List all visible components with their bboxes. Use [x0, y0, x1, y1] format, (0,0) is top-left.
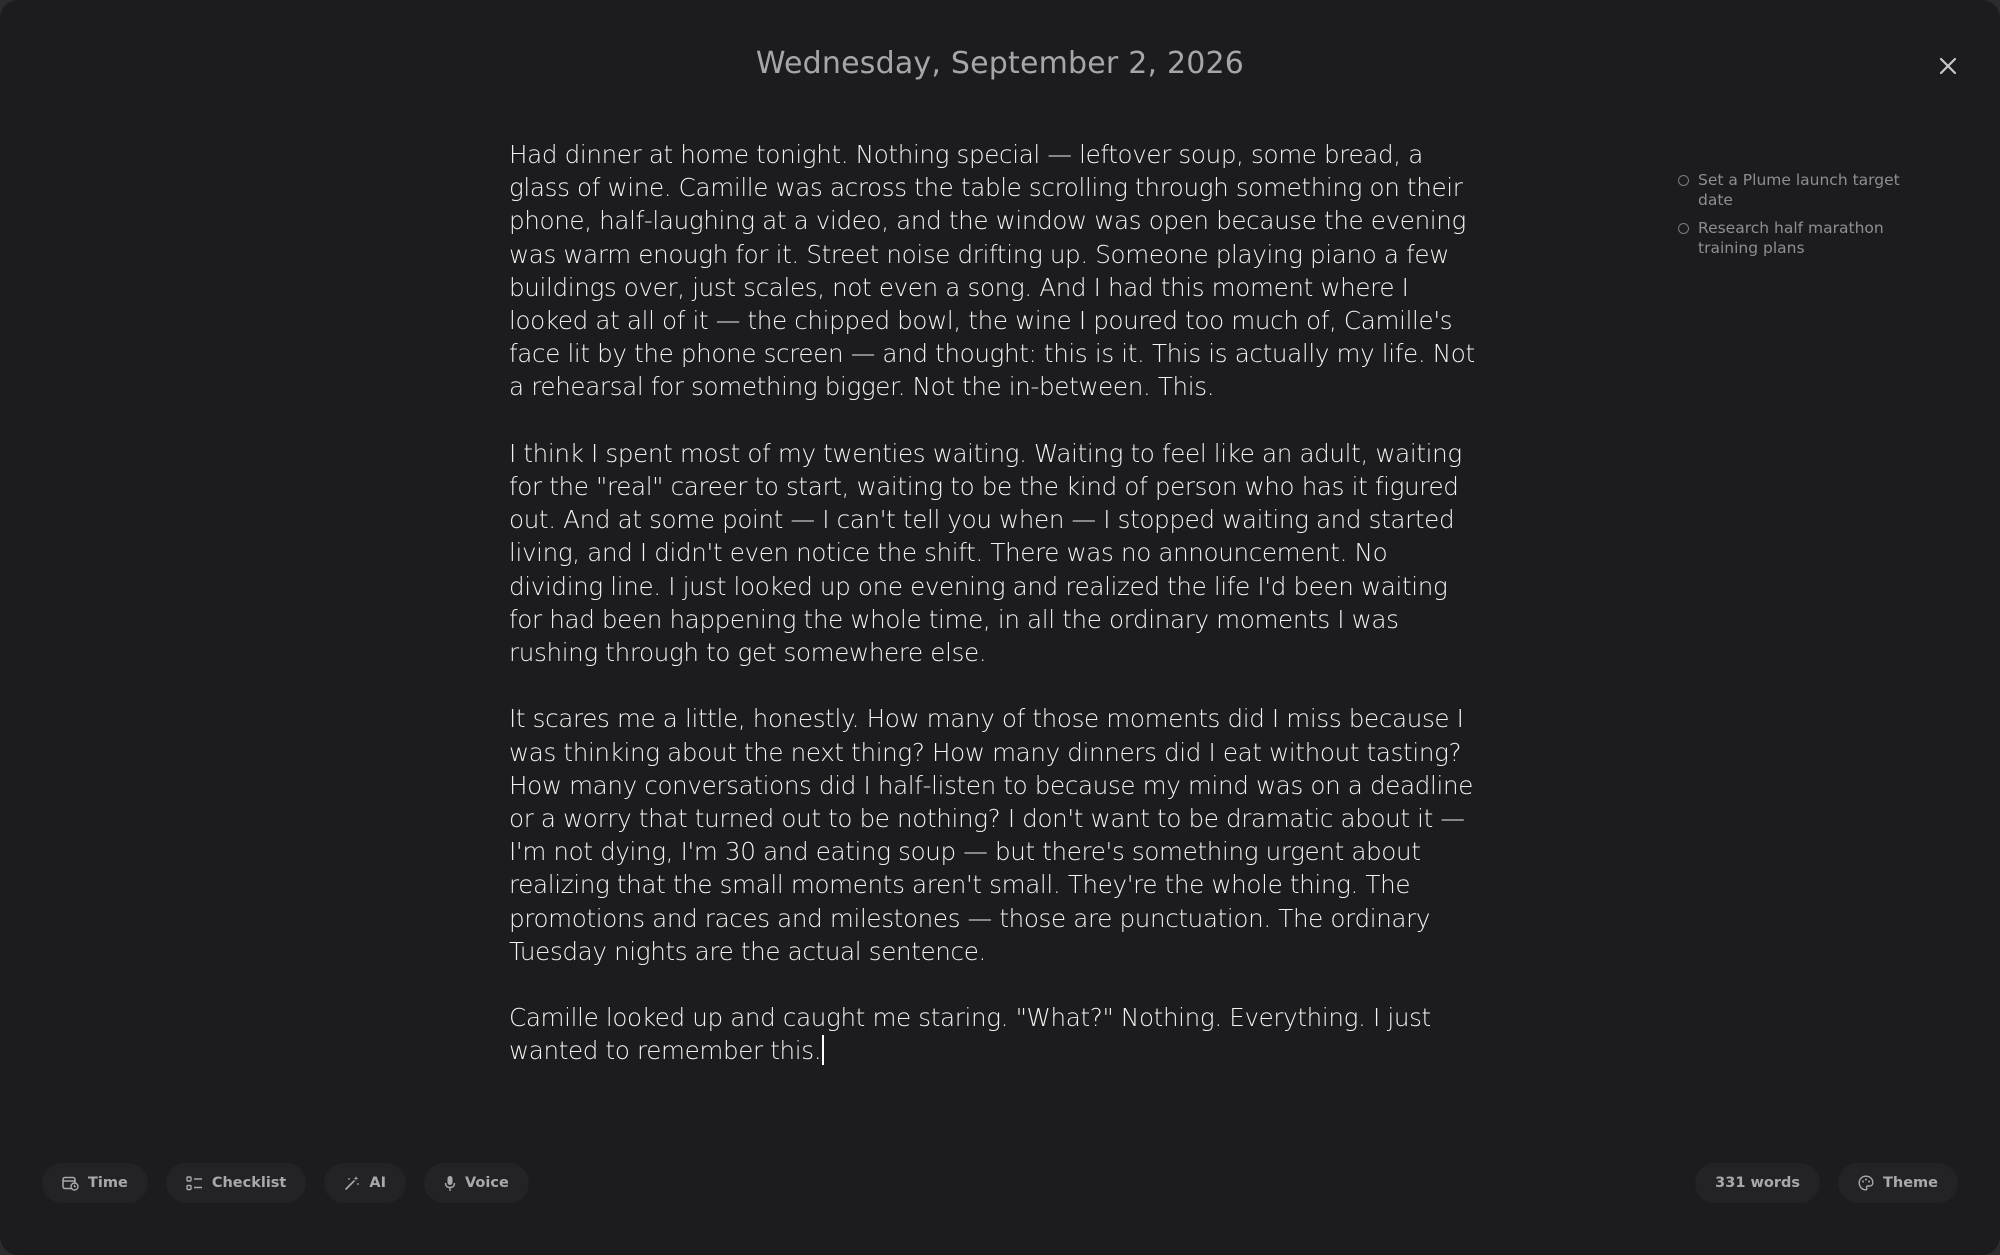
- ai-button[interactable]: [324, 1163, 406, 1203]
- magic-wand-icon: [344, 1175, 360, 1191]
- task-checkbox-circle[interactable]: [1678, 175, 1689, 186]
- ai-button-label: AI: [369, 1175, 386, 1191]
- word-count-label: 331 words: [1715, 1175, 1800, 1191]
- entry-date-title: Wednesday, September 2, 2026: [755, 46, 1245, 81]
- microphone-icon: [444, 1175, 456, 1192]
- time-button[interactable]: [42, 1163, 148, 1203]
- entry-paragraph: I think I spent most of my twenties waiting. Waiting to feel like an adult, waiting for the "real" career to start, waiting to be the kind of person who has it figured out. And at some point — I can't tell you when — I stopped waiting and started living, and I didn't even notice the shift. There was no announcement. No dividing line. I just looked up one evening and realized the life I'd been waiting for had been happening the whole time, in all the ordinary moments I was rushing through to get somewhere else.: [509, 438, 1462, 668]
- close-icon: [1939, 57, 1957, 75]
- theme-button-label: Theme: [1883, 1175, 1938, 1191]
- checklist-icon: [186, 1176, 203, 1191]
- task-label: Set a Plume launch target date: [1698, 171, 1900, 209]
- voice-button[interactable]: [424, 1163, 529, 1203]
- journal-editor[interactable]: [509, 138, 1487, 1101]
- word-count-badge: [1695, 1163, 1820, 1203]
- voice-button-label: Voice: [464, 1175, 509, 1191]
- entry-paragraph: Had dinner at home tonight. Nothing special — leftover soup, some bread, a glass of wine. Camille was across the table scrolling through something on their phone, half-laughing at a video, and the window was open because the evening was warm enough for it. Street noise drifting up. Someone playing piano a few buildings over, just scales, not even a song. And I had this moment where I looked at all of it — the chipped bowl, the wine I poured too much of, Camille's face lit by the phone screen — and thought: this is it. This is actually my life. Not a rehearsal for something bigger. Not the in-between. This.: [509, 140, 1475, 402]
- time-button-label: Time: [88, 1175, 128, 1191]
- task-list: [1678, 170, 1938, 266]
- task-item[interactable]: [1678, 170, 1938, 210]
- task-checkbox-circle[interactable]: [1678, 223, 1689, 234]
- entry-paragraph-text: Camille looked up and caught me staring. "What?" Nothing. Everything. I just wanted to remember this.: [509, 1003, 1431, 1066]
- calendar-clock-icon: [62, 1175, 79, 1191]
- bottom-toolbar-left: [42, 1163, 529, 1203]
- close-button[interactable]: [1928, 46, 1968, 86]
- palette-icon: [1858, 1175, 1874, 1191]
- entry-paragraph-last: [509, 1001, 1487, 1067]
- text-caret: [822, 1035, 824, 1065]
- bottom-toolbar-right: [1695, 1163, 1958, 1203]
- checklist-button-label: Checklist: [211, 1175, 287, 1191]
- task-item[interactable]: [1678, 218, 1938, 258]
- task-label: Research half marathon training plans: [1698, 219, 1884, 257]
- entry-paragraph: It scares me a little, honestly. How many of those moments did I miss because I was thinking about the next thing? How many dinners did I eat without tasting? How many conversations did I half-listen to because my mind was on a deadline or a worry that turned out to be nothing? I don't want to be dramatic about it — I'm not dying, I'm 30 and eating soup — but there's something urgent about realizing that the small moments aren't small. They're the whole thing. The promotions and races and milestones — those are punctuation. The ordinary Tuesday nights are the actual sentence.: [509, 704, 1474, 966]
- theme-button[interactable]: [1838, 1163, 1958, 1203]
- checklist-button[interactable]: [166, 1163, 307, 1203]
